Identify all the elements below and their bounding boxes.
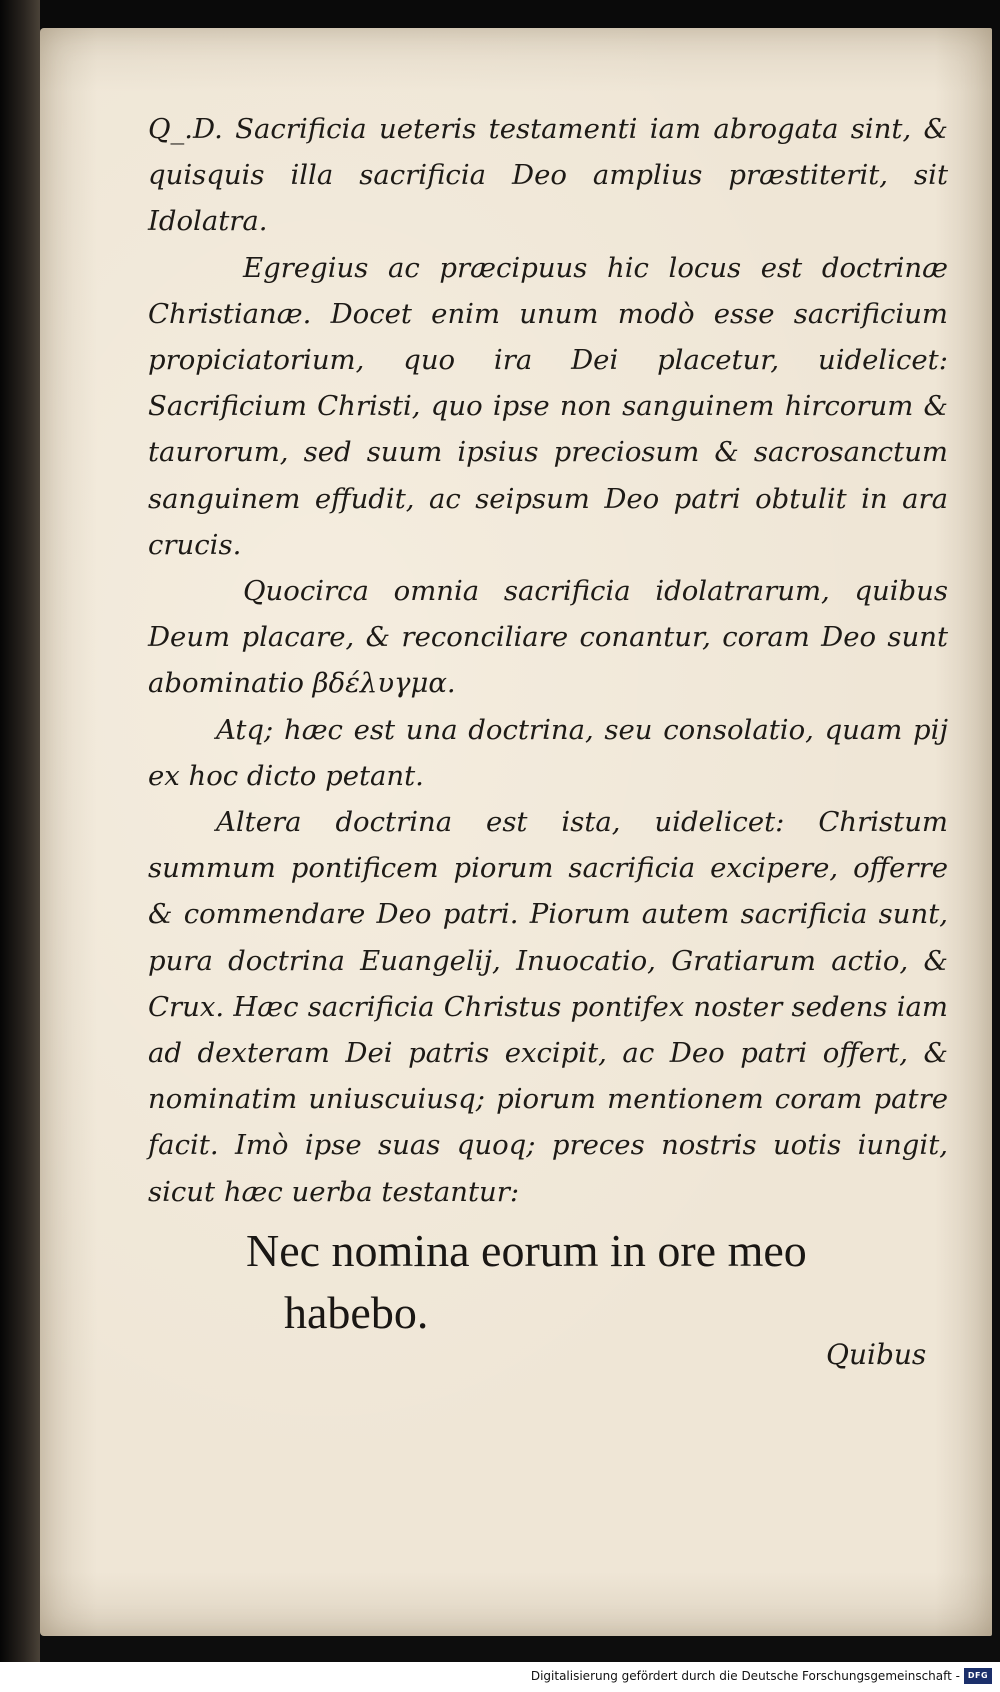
quote-line-2: habebo. — [284, 1287, 429, 1338]
paragraph-5: Altera doctrina est ista, uidelicet: Christum summum pontificem piorum sacrificia excipere, offerre & commendare Deo patri. Piorum autem sacrificia sunt, pura doctrina Euangelij, Inuocatio, Gratiarum actio, & Crux. Hæc sacrificia Christus pontifex noster sedens iam ad dexteram Dei patris excipit, ac Deo patri offert, & nominatim uniuscuiusq; piorum mentionem coram patre facit. Imò ipse suas quoq; preces nostris uotis iungit, sicut hæc uerba testantur: — [148, 806, 948, 1208]
quote-line-1: Nec nomina eorum in ore meo — [246, 1225, 807, 1276]
catchword: Quibus — [826, 1338, 927, 1371]
page-body-text — [148, 106, 948, 1215]
paragraph-2: Egregius ac præcipuus hic locus est doctrinæ Christianæ. Docet enim unum modò esse sacrificium propiciatorium, quo ira Dei placetur, uidelicet: Sacrificium Christi, quo ipse non sanguinem hircorum & taurorum, sed suum ipsius preciosum & sacrosanctum sanguinem effudit, ac seipsum Deo patri obtulit in ara crucis. — [148, 251, 948, 561]
scan-top-border — [0, 0, 1000, 30]
scripture-quote — [246, 1220, 946, 1344]
paragraph-3: Quocirca omnia sacrificia idolatrarum, quibus Deum placare, & reconciliare conantur, coram Deo sunt abominatio βδέλυγμα. — [148, 575, 948, 700]
book-spine — [0, 0, 40, 1692]
funding-credit: Digitalisierung gefördert durch die Deutsche Forschungsgemeinschaft - — [530, 1669, 960, 1683]
footer-bar — [0, 1662, 1000, 1692]
paragraph-1: Q_.D. Sacrificia ueteris testamenti iam abrogata sint, & quisquis illa sacrificia Deo amplius præstiterit, sit Idolatra. — [148, 113, 948, 238]
dfg-logo-icon: DFG — [964, 1668, 992, 1684]
paragraph-4: Atq; hæc est una doctrina, seu consolatio, quam pij ex hoc dicto petant. — [148, 713, 948, 792]
